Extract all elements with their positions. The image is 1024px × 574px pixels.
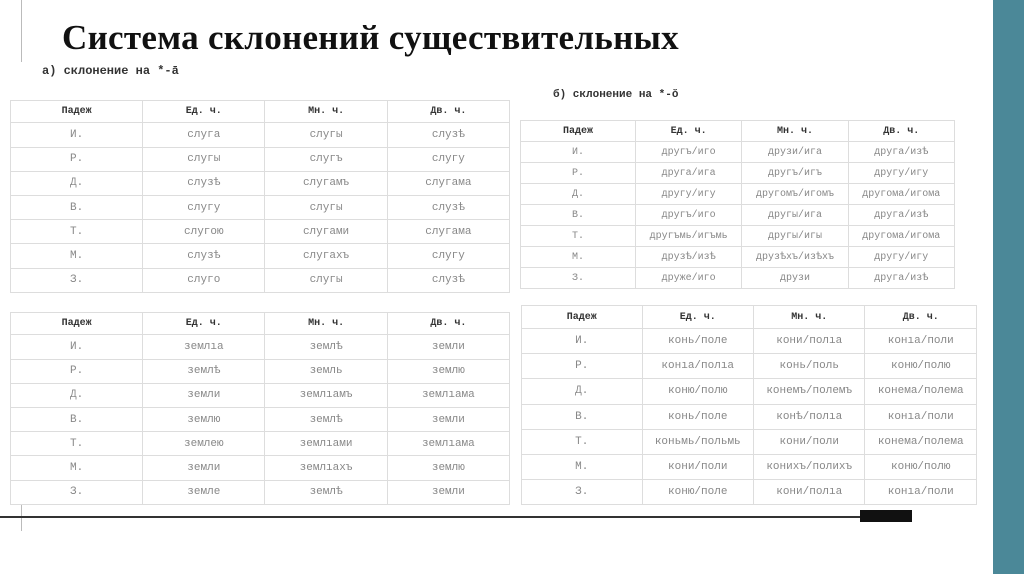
form-cell: земле: [143, 480, 265, 504]
form-cell: другы/ига: [742, 205, 848, 226]
form-cell: земли: [387, 335, 509, 359]
case-cell: В.: [11, 196, 143, 220]
case-cell: З.: [522, 479, 643, 504]
table-row: [521, 226, 955, 247]
form-cell: конема/полема: [865, 429, 977, 454]
form-cell: землю: [387, 359, 509, 383]
form-cell: слузѣ: [143, 171, 265, 195]
table-row: [11, 359, 510, 383]
declension-table-o-drug: [520, 120, 955, 289]
form-cell: слузѣ: [387, 268, 509, 292]
form-cell: друга/изѣ: [848, 142, 954, 163]
form-cell: другома/игома: [848, 184, 954, 205]
form-cell: другъ/иго: [635, 142, 741, 163]
form-cell: коню/полю: [865, 454, 977, 479]
form-cell: слугама: [387, 171, 509, 195]
column-header: Падеж: [11, 313, 143, 335]
column-header: Мн. ч.: [742, 121, 848, 142]
form-cell: слугамъ: [265, 171, 387, 195]
table-row: [522, 354, 977, 379]
table-row: [11, 147, 510, 171]
table-row: [11, 171, 510, 195]
case-cell: Т.: [11, 432, 143, 456]
table-row: [522, 404, 977, 429]
column-header: Падеж: [521, 121, 636, 142]
form-cell: другъ/игъ: [742, 163, 848, 184]
column-header: Падеж: [11, 101, 143, 123]
table-row: [522, 479, 977, 504]
form-cell: землѣ: [265, 408, 387, 432]
margin-line: [21, 0, 22, 62]
column-header: Дв. ч.: [848, 121, 954, 142]
form-cell: коню/поле: [642, 479, 753, 504]
form-cell: другома/игома: [848, 226, 954, 247]
form-cell: слуго: [143, 268, 265, 292]
form-cell: конема/полема: [865, 379, 977, 404]
table-row: [522, 379, 977, 404]
form-cell: друга/изѣ: [848, 268, 954, 289]
column-header: Дв. ч.: [387, 313, 509, 335]
column-header: Дв. ч.: [387, 101, 509, 123]
form-cell: землѣ: [265, 480, 387, 504]
table-row: [522, 329, 977, 354]
case-cell: З.: [11, 268, 143, 292]
table-row: [11, 480, 510, 504]
page-title: Система склонений существительных: [62, 18, 679, 57]
form-cell: кони/поли: [642, 454, 753, 479]
column-header: Дв. ч.: [865, 306, 977, 329]
case-cell: И.: [522, 329, 643, 354]
case-cell: Р.: [11, 359, 143, 383]
table-row: [11, 196, 510, 220]
case-cell: Т.: [522, 429, 643, 454]
case-cell: З.: [11, 480, 143, 504]
section-b-label: б) склонение на *-ŏ: [553, 89, 679, 101]
column-header: Ед. ч.: [143, 313, 265, 335]
form-cell: землıа: [143, 335, 265, 359]
form-cell: конѣ/полıа: [753, 404, 864, 429]
form-cell: землѣ: [143, 359, 265, 383]
form-cell: слугы: [265, 123, 387, 147]
form-cell: другъ/иго: [635, 205, 741, 226]
form-cell: конихъ/полихъ: [753, 454, 864, 479]
table-row: [11, 383, 510, 407]
table-row: [522, 454, 977, 479]
form-cell: слугы: [265, 268, 387, 292]
divider-line: [0, 516, 860, 518]
case-cell: Д.: [522, 379, 643, 404]
form-cell: землıама: [387, 383, 509, 407]
form-cell: другу/игу: [635, 184, 741, 205]
column-header: Ед. ч.: [635, 121, 741, 142]
divider-block: [860, 510, 912, 522]
form-cell: земли: [387, 408, 509, 432]
form-cell: другы/игы: [742, 226, 848, 247]
form-cell: друзи/ига: [742, 142, 848, 163]
form-cell: слугы: [265, 196, 387, 220]
form-cell: конь/поле: [642, 329, 753, 354]
form-cell: друга/изѣ: [848, 205, 954, 226]
table-header-row: [11, 101, 510, 123]
form-cell: слугу: [143, 196, 265, 220]
form-cell: земли: [143, 456, 265, 480]
form-cell: друга/ига: [635, 163, 741, 184]
column-header: Мн. ч.: [265, 313, 387, 335]
declension-table-a-sluga: [10, 100, 510, 293]
column-header: Мн. ч.: [265, 101, 387, 123]
table-row: [11, 220, 510, 244]
form-cell: землıамъ: [265, 383, 387, 407]
column-header: Мн. ч.: [753, 306, 864, 329]
form-cell: другомъ/игомъ: [742, 184, 848, 205]
form-cell: кони/поли: [753, 429, 864, 454]
case-cell: Р.: [521, 163, 636, 184]
case-cell: М.: [11, 244, 143, 268]
form-cell: земль: [265, 359, 387, 383]
form-cell: друзѣхъ/изѣхъ: [742, 247, 848, 268]
form-cell: слуга: [143, 123, 265, 147]
declension-table-jo-kon: [521, 305, 977, 505]
form-cell: кони/полıа: [753, 479, 864, 504]
table-row: [521, 268, 955, 289]
table-row: [521, 184, 955, 205]
case-cell: И.: [11, 123, 143, 147]
case-cell: В.: [11, 408, 143, 432]
form-cell: конıа/поли: [865, 329, 977, 354]
form-cell: земли: [143, 383, 265, 407]
form-cell: слугою: [143, 220, 265, 244]
form-cell: коньмь/польмь: [642, 429, 753, 454]
table-row: [521, 163, 955, 184]
form-cell: слузѣ: [387, 123, 509, 147]
form-cell: другу/игу: [848, 163, 954, 184]
case-cell: Р.: [11, 147, 143, 171]
form-cell: землıахъ: [265, 456, 387, 480]
case-cell: Т.: [521, 226, 636, 247]
case-cell: Д.: [521, 184, 636, 205]
table-header-row: [522, 306, 977, 329]
case-cell: Р.: [522, 354, 643, 379]
margin-line: [21, 505, 22, 531]
form-cell: конь/поле: [642, 404, 753, 429]
form-cell: слузѣ: [143, 244, 265, 268]
form-cell: землю: [387, 456, 509, 480]
table-header-row: [521, 121, 955, 142]
case-cell: И.: [11, 335, 143, 359]
case-cell: М.: [11, 456, 143, 480]
form-cell: землю: [143, 408, 265, 432]
case-cell: З.: [521, 268, 636, 289]
section-a-label: а) склонение на *-ā: [42, 64, 179, 78]
case-cell: В.: [522, 404, 643, 429]
case-cell: Д.: [11, 171, 143, 195]
form-cell: землıама: [387, 432, 509, 456]
form-cell: землѣ: [265, 335, 387, 359]
table-row: [521, 247, 955, 268]
form-cell: слузѣ: [387, 196, 509, 220]
column-header: Ед. ч.: [642, 306, 753, 329]
form-cell: коню/полю: [865, 354, 977, 379]
form-cell: слугахъ: [265, 244, 387, 268]
table-row: [522, 429, 977, 454]
case-cell: В.: [521, 205, 636, 226]
form-cell: слугы: [143, 147, 265, 171]
form-cell: друзѣ/изѣ: [635, 247, 741, 268]
form-cell: землıами: [265, 432, 387, 456]
form-cell: землею: [143, 432, 265, 456]
column-header: Падеж: [522, 306, 643, 329]
accent-sidebar: [993, 0, 1024, 574]
table-row: [11, 456, 510, 480]
form-cell: слугами: [265, 220, 387, 244]
form-cell: слугу: [387, 147, 509, 171]
form-cell: конь/поль: [753, 354, 864, 379]
column-header: Ед. ч.: [143, 101, 265, 123]
form-cell: конıа/поли: [865, 404, 977, 429]
form-cell: конıа/поли: [865, 479, 977, 504]
form-cell: слугама: [387, 220, 509, 244]
case-cell: М.: [522, 454, 643, 479]
form-cell: другъмь/игъмь: [635, 226, 741, 247]
form-cell: конıа/полıа: [642, 354, 753, 379]
table-row: [11, 432, 510, 456]
form-cell: кони/полıа: [753, 329, 864, 354]
form-cell: другу/игу: [848, 247, 954, 268]
form-cell: конемъ/полемъ: [753, 379, 864, 404]
form-cell: друже/иго: [635, 268, 741, 289]
case-cell: Т.: [11, 220, 143, 244]
form-cell: коню/полю: [642, 379, 753, 404]
table-row: [11, 123, 510, 147]
table-row: [521, 142, 955, 163]
case-cell: Д.: [11, 383, 143, 407]
form-cell: слугу: [387, 244, 509, 268]
table-row: [11, 408, 510, 432]
form-cell: слугъ: [265, 147, 387, 171]
form-cell: друзи: [742, 268, 848, 289]
table-row: [11, 335, 510, 359]
table-row: [11, 268, 510, 292]
table-header-row: [11, 313, 510, 335]
declension-table-ja-zemlja: [10, 312, 510, 505]
form-cell: земли: [387, 480, 509, 504]
table-row: [521, 205, 955, 226]
table-row: [11, 244, 510, 268]
case-cell: И.: [521, 142, 636, 163]
case-cell: М.: [521, 247, 636, 268]
